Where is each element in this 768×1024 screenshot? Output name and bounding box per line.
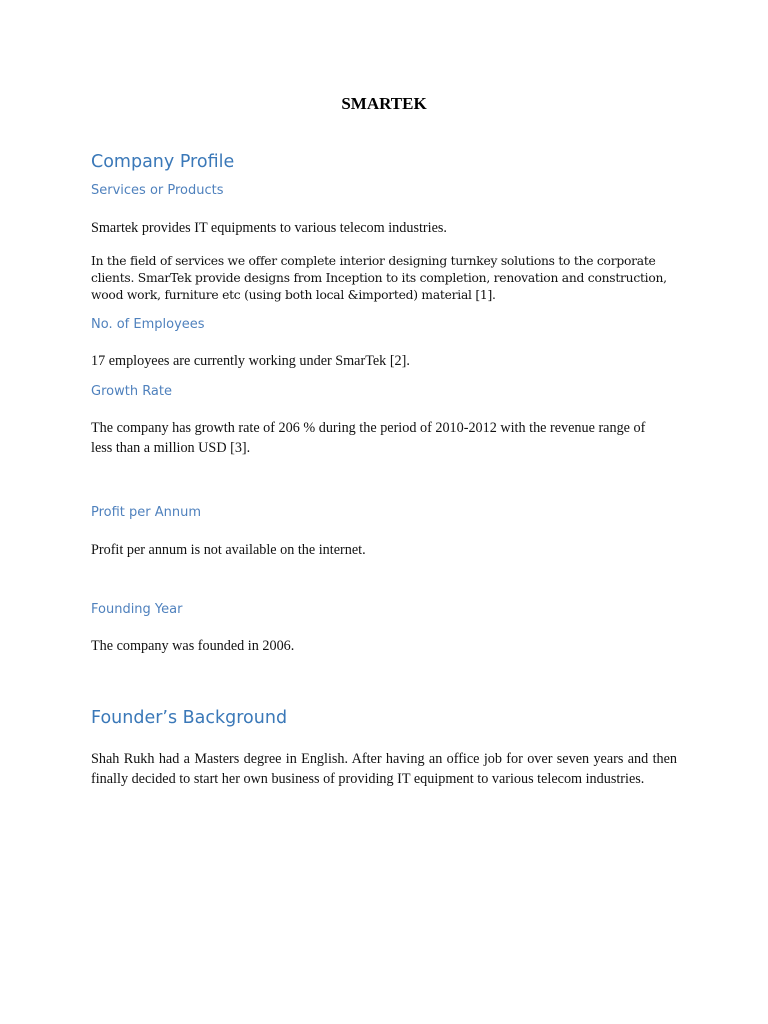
- founder-background-paragraph: Shah Rukh had a Masters degree in English. After having an office job for over seven years and then finally decided to start her own business of providing IT equipment to various telecom industries.: [91, 751, 677, 787]
- founding-year-paragraph: The company was founded in 2006.: [91, 638, 295, 654]
- founding-year-heading: Founding Year: [91, 602, 183, 617]
- document-title: SMARTEK: [341, 94, 427, 113]
- company-profile-heading: Company Profile: [91, 152, 235, 172]
- services-paragraph-1: Smartek provides IT equipments to various telecom industries.: [91, 220, 447, 236]
- employees-heading: No. of Employees: [91, 317, 205, 332]
- profit-heading: Profit per Annum: [91, 505, 202, 520]
- growth-rate-paragraph: The company has growth rate of 206 % during the period of 2010-2012 with the revenue range of less than a million USD [3].: [91, 420, 646, 456]
- services-heading: Services or Products: [91, 183, 224, 198]
- growth-rate-heading: Growth Rate: [91, 384, 172, 399]
- services-paragraph-2: In the field of services we offer complete interior designing turnkey solutions to the corporate clients. SmarTek provide designs from Inception to its completion, renovation and construction, wood work, furniture etc (using both local &imported) material [1].: [91, 254, 667, 302]
- employees-paragraph: 17 employees are currently working under SmarTek [2].: [91, 353, 410, 369]
- profit-paragraph: Profit per annum is not available on the internet.: [91, 542, 366, 558]
- founder-background-heading: Founder’s Background: [91, 708, 288, 728]
